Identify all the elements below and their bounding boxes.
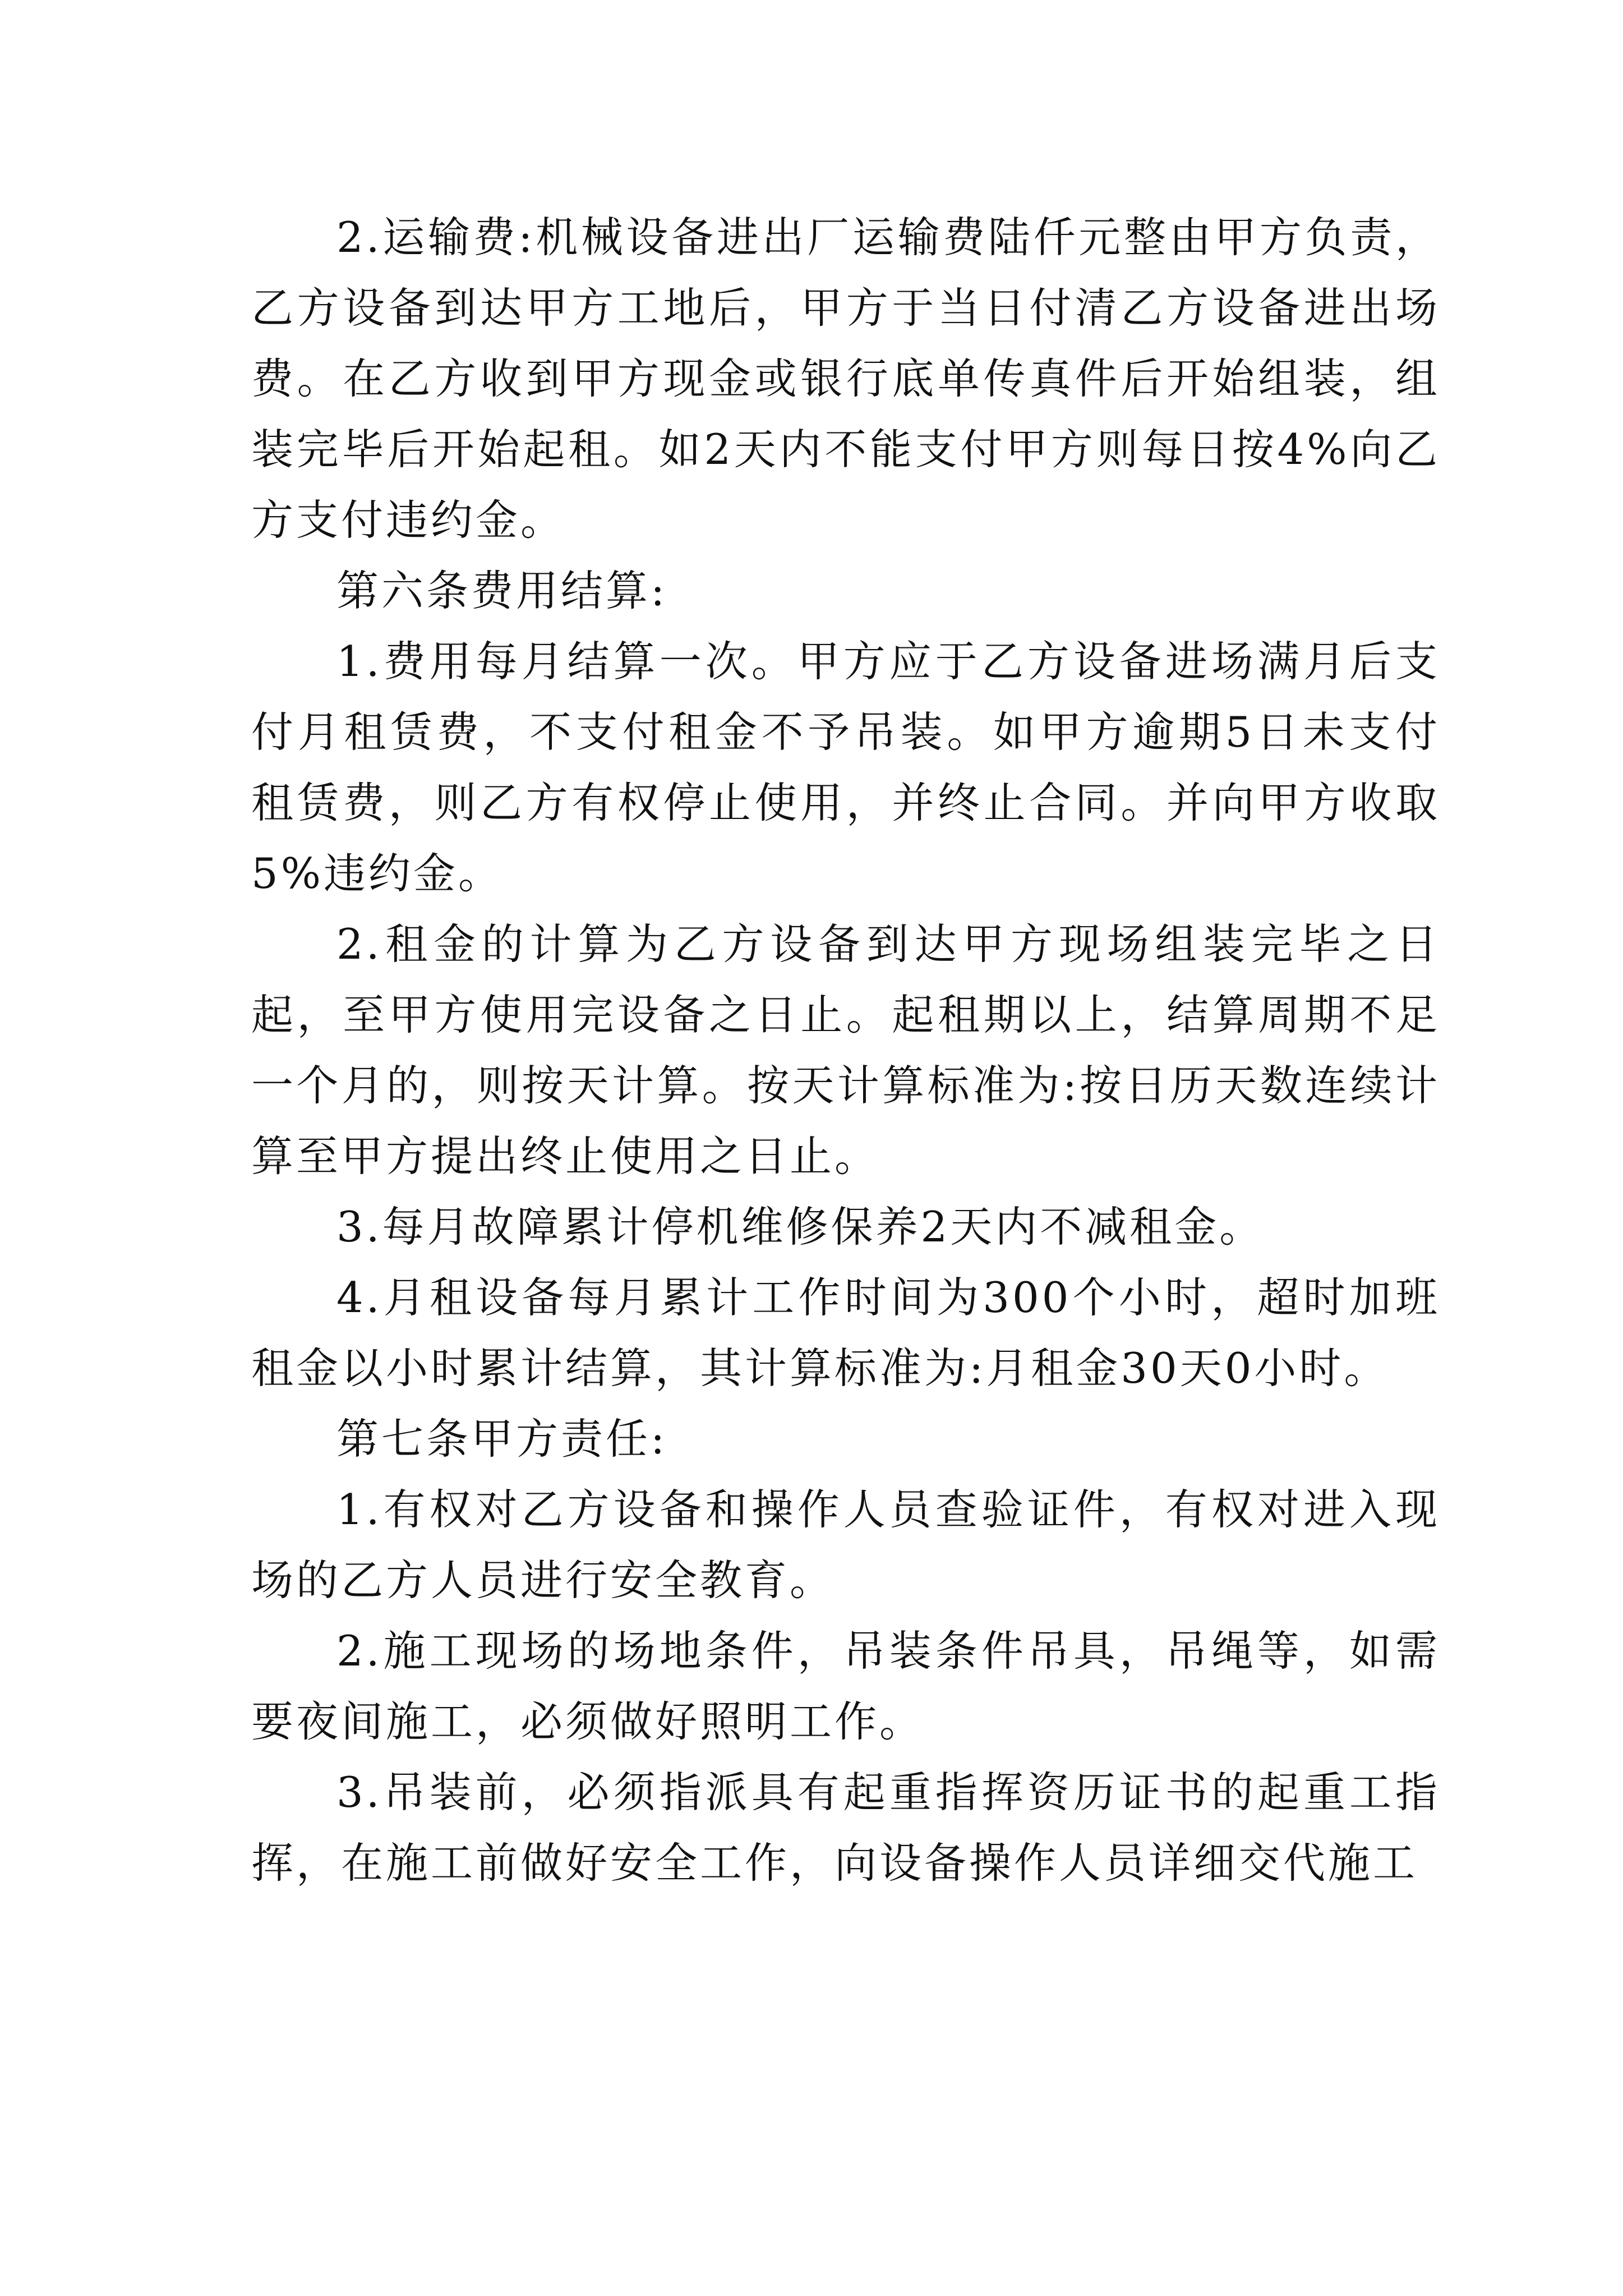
document-body [251,202,1440,1898]
heading-article-7: 第七条甲方责任: [336,1414,668,1464]
paragraph-transport-fee: 2.运输费:机械设备进出厂运输费陆仟元整由甲方负责，乙方设备到达甲方工地后，甲方于当日付清乙方设备进出场费。在乙方收到甲方现金或银行底单传真件后开始组装，组装完毕后开始起租。如2天内不能支付甲方则每日按4%向乙方支付违约金。 [251,213,1440,545]
paragraph-breakdown: 3.每月故障累计停机维修保养2天内不减租金。 [336,1202,1265,1251]
paragraph-inspection-rights: 1.有权对乙方设备和操作人员查验证件，有权对进入现场的乙方人员进行安全教育。 [251,1485,1440,1605]
paragraph-lifting-command: 3.吊装前，必须指派具有起重指挥资历证书的起重工指挥，在施工前做好安全工作，向设备操作人员详细交代施工 [251,1768,1440,1888]
heading-article-6: 第六条费用结算: [336,566,668,615]
paragraph-working-hours: 4.月租设备每月累计工作时间为300个小时，超时加班租金以小时累计结算，其计算标准为:月租金30天0小时。 [251,1273,1440,1393]
paragraph-site-conditions: 2.施工现场的场地条件，吊装条件吊具，吊绳等，如需要夜间施工，必须做好照明工作。 [251,1626,1440,1746]
paragraph-rent-calculation: 2.租金的计算为乙方设备到达甲方现场组装完毕之日起，至甲方使用完设备之日止。起租期以上，结算周期不足一个月的，则按天计算。按天计算标准为:按日历天数连续计算至甲方提出终止使用之日止。 [251,919,1440,1181]
paragraph-monthly-settlement: 1.费用每月结算一次。甲方应于乙方设备进场满月后支付月租赁费，不支付租金不予吊装。如甲方逾期5日未支付租赁费，则乙方有权停止使用，并终止合同。并向甲方收取5%违约金。 [251,637,1440,898]
